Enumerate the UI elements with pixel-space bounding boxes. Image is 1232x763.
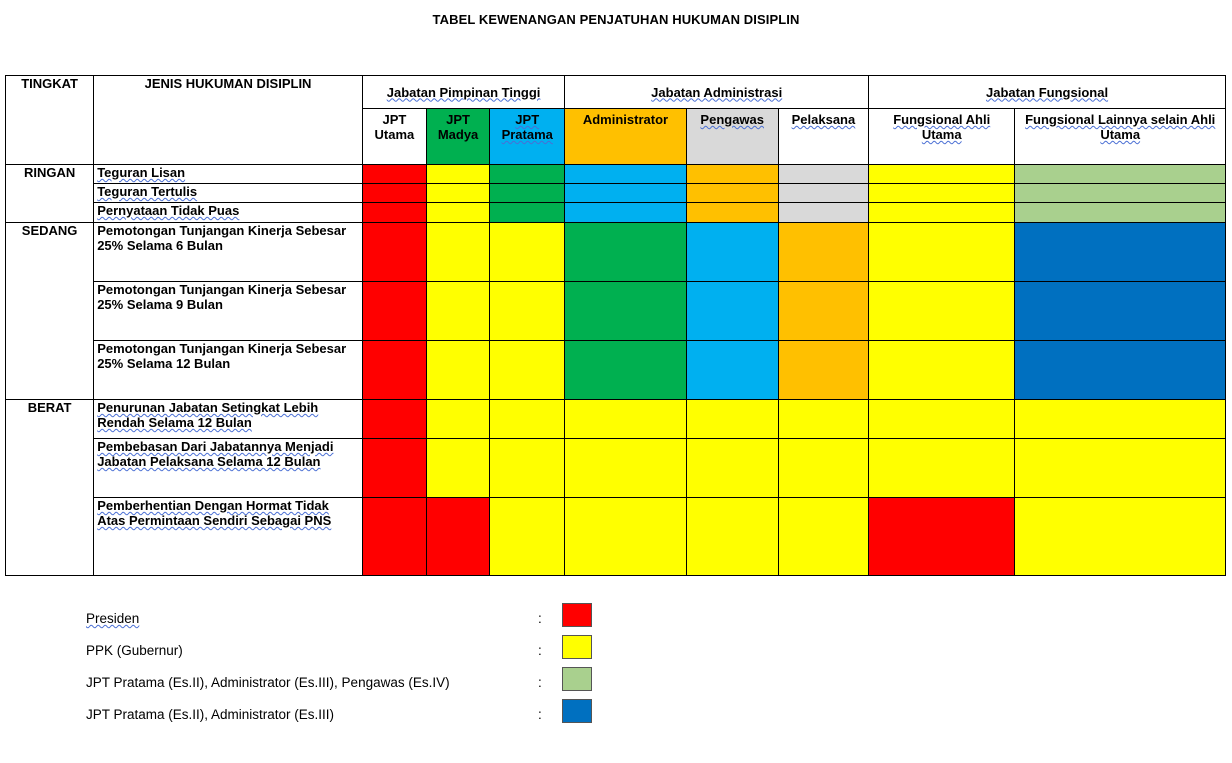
legend-colon: : bbox=[538, 611, 542, 626]
col-administrator: Administrator bbox=[565, 109, 686, 165]
authority-cell bbox=[778, 400, 868, 439]
authority-cell bbox=[869, 223, 1015, 282]
authority-cell bbox=[426, 184, 489, 203]
authority-cell bbox=[362, 223, 426, 282]
col-fungsional-ahli-utama: Fungsional Ahli Utama bbox=[869, 109, 1015, 165]
authority-cell bbox=[490, 203, 565, 223]
authority-cell bbox=[426, 400, 489, 439]
page-title: TABEL KEWENANGAN PENJATUHAN HUKUMAN DISIPLIN bbox=[432, 12, 800, 27]
jenis-cell: Pemotongan Tunjangan Kinerja Sebesar 25% Selama 12 Bulan bbox=[94, 341, 363, 400]
authority-cell bbox=[778, 165, 868, 184]
authority-cell bbox=[490, 439, 565, 498]
legend-item bbox=[86, 667, 646, 699]
authority-cell bbox=[490, 341, 565, 400]
authority-cell bbox=[426, 282, 489, 341]
authority-cell bbox=[686, 439, 778, 498]
jenis-cell: Teguran Tertulis bbox=[94, 184, 363, 203]
authority-cell bbox=[362, 282, 426, 341]
jenis-cell: Pernyataan Tidak Puas bbox=[94, 203, 363, 223]
col-jpt-pratama: JPT Pratama bbox=[490, 109, 565, 165]
table-row bbox=[6, 223, 1226, 282]
table-row bbox=[6, 439, 1226, 498]
authority-cell bbox=[362, 203, 426, 223]
table-row bbox=[6, 184, 1226, 203]
legend-swatch bbox=[562, 699, 592, 723]
jenis-cell: Pembebasan Dari Jabatannya Menjadi Jabatan Pelaksana Selama 12 Bulan bbox=[94, 439, 363, 498]
authority-cell bbox=[1015, 203, 1226, 223]
authority-cell bbox=[1015, 341, 1226, 400]
legend-colon: : bbox=[538, 643, 542, 658]
authority-cell bbox=[490, 498, 565, 576]
authority-cell bbox=[565, 282, 686, 341]
authority-cell bbox=[426, 165, 489, 184]
authority-cell bbox=[869, 282, 1015, 341]
authority-cell bbox=[490, 282, 565, 341]
authority-cell bbox=[686, 223, 778, 282]
authority-cell bbox=[565, 223, 686, 282]
authority-cell bbox=[565, 203, 686, 223]
authority-cell bbox=[869, 439, 1015, 498]
jenis-cell: Teguran Lisan bbox=[94, 165, 363, 184]
authority-cell bbox=[362, 165, 426, 184]
authority-cell bbox=[1015, 165, 1226, 184]
legend-label: JPT Pratama (Es.II), Administrator (Es.III) bbox=[86, 707, 335, 722]
table-row bbox=[6, 165, 1226, 184]
authority-cell bbox=[778, 223, 868, 282]
authority-cell bbox=[869, 184, 1015, 203]
group-jpt: Jabatan Pimpinan Tinggi bbox=[362, 76, 564, 109]
legend-label: Presiden bbox=[86, 611, 140, 626]
authority-cell bbox=[426, 439, 489, 498]
authority-cell bbox=[686, 184, 778, 203]
authority-cell bbox=[565, 498, 686, 576]
authority-cell bbox=[686, 165, 778, 184]
table-row bbox=[6, 498, 1226, 576]
legend-colon: : bbox=[538, 675, 542, 690]
jenis-cell: Pemotongan Tunjangan Kinerja Sebesar 25% Selama 6 Bulan bbox=[94, 223, 363, 282]
legend-swatch bbox=[562, 667, 592, 691]
header-jenis: JENIS HUKUMAN DISIPLIN bbox=[94, 76, 363, 165]
authority-cell bbox=[565, 341, 686, 400]
authority-cell bbox=[1015, 439, 1226, 498]
authority-cell bbox=[426, 203, 489, 223]
col-pelaksana: Pelaksana bbox=[778, 109, 868, 165]
authority-cell bbox=[869, 400, 1015, 439]
jenis-cell: Pemberhentian Dengan Hormat Tidak Atas Permintaan Sendiri Sebagai PNS bbox=[94, 498, 363, 576]
authority-cell bbox=[1015, 498, 1226, 576]
header-tingkat: TINGKAT bbox=[6, 76, 94, 165]
authority-cell bbox=[686, 400, 778, 439]
authority-cell bbox=[686, 341, 778, 400]
authority-cell bbox=[362, 184, 426, 203]
authority-cell bbox=[1015, 184, 1226, 203]
authority-cell bbox=[778, 203, 868, 223]
authority-cell bbox=[686, 498, 778, 576]
authority-cell bbox=[426, 223, 489, 282]
authority-cell bbox=[362, 400, 426, 439]
authority-cell bbox=[778, 282, 868, 341]
table-row bbox=[6, 400, 1226, 439]
authority-cell bbox=[490, 184, 565, 203]
authority-cell bbox=[565, 165, 686, 184]
authority-cell bbox=[362, 341, 426, 400]
authority-cell bbox=[778, 341, 868, 400]
legend-label: PPK (Gubernur) bbox=[86, 643, 183, 658]
col-fungsional-lainnya: Fungsional Lainnya selain Ahli Utama bbox=[1015, 109, 1226, 165]
authority-cell bbox=[686, 282, 778, 341]
jenis-cell: Penurunan Jabatan Setingkat Lebih Rendah Selama 12 Bulan bbox=[94, 400, 363, 439]
col-pengawas: Pengawas bbox=[686, 109, 778, 165]
authority-table bbox=[5, 75, 1226, 576]
col-jpt-madya: JPT Madya bbox=[426, 109, 489, 165]
legend-item bbox=[86, 603, 646, 635]
legend-item bbox=[86, 699, 646, 731]
level-sedang: SEDANG bbox=[6, 223, 94, 400]
authority-cell bbox=[869, 165, 1015, 184]
authority-cell bbox=[426, 341, 489, 400]
authority-cell bbox=[565, 439, 686, 498]
legend-item bbox=[86, 635, 646, 667]
authority-cell bbox=[869, 498, 1015, 576]
authority-cell bbox=[778, 498, 868, 576]
authority-cell bbox=[565, 400, 686, 439]
authority-cell bbox=[1015, 282, 1226, 341]
authority-cell bbox=[362, 439, 426, 498]
group-administrasi: Jabatan Administrasi bbox=[565, 76, 869, 109]
level-ringan: RINGAN bbox=[6, 165, 94, 223]
table-row bbox=[6, 282, 1226, 341]
authority-cell bbox=[362, 498, 426, 576]
authority-cell bbox=[1015, 400, 1226, 439]
authority-cell bbox=[1015, 223, 1226, 282]
legend-swatch bbox=[562, 635, 592, 659]
authority-cell bbox=[490, 400, 565, 439]
legend bbox=[86, 603, 646, 731]
legend-colon: : bbox=[538, 707, 542, 722]
col-jpt-utama: JPT Utama bbox=[362, 109, 426, 165]
authority-cell bbox=[490, 165, 565, 184]
legend-label: JPT Pratama (Es.II), Administrator (Es.III), Pengawas (Es.IV) bbox=[86, 675, 450, 690]
authority-cell bbox=[869, 341, 1015, 400]
authority-cell bbox=[565, 184, 686, 203]
level-berat: BERAT bbox=[6, 400, 94, 576]
authority-cell bbox=[778, 184, 868, 203]
group-fungsional: Jabatan Fungsional bbox=[869, 76, 1226, 109]
authority-cell bbox=[426, 498, 489, 576]
legend-swatch bbox=[562, 603, 592, 627]
authority-cell bbox=[490, 223, 565, 282]
jenis-cell: Pemotongan Tunjangan Kinerja Sebesar 25% Selama 9 Bulan bbox=[94, 282, 363, 341]
authority-cell bbox=[778, 439, 868, 498]
authority-cell bbox=[686, 203, 778, 223]
table-row bbox=[6, 341, 1226, 400]
table-row bbox=[6, 203, 1226, 223]
authority-cell bbox=[869, 203, 1015, 223]
